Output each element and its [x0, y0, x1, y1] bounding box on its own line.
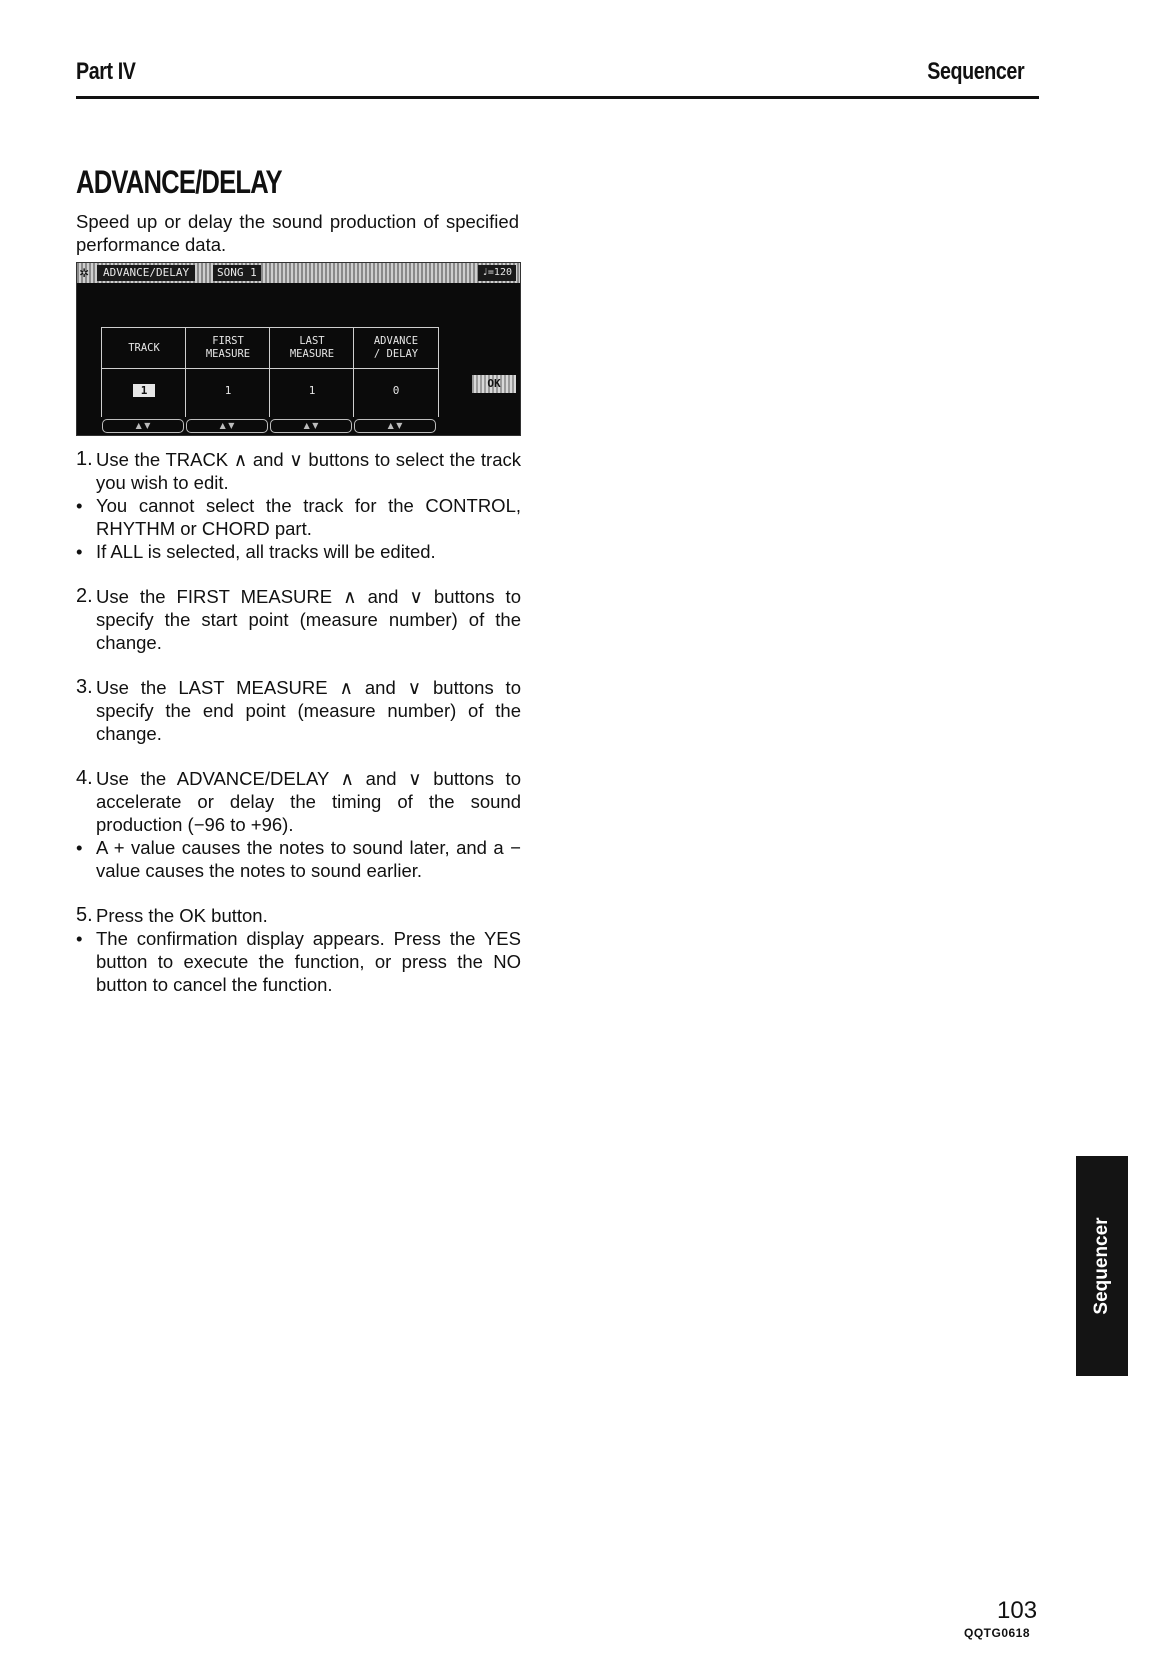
note	[76, 927, 521, 996]
step-4	[76, 767, 521, 882]
bullet-icon: •	[76, 541, 83, 562]
document-code: QQTG0618	[964, 1626, 1031, 1640]
step-3	[76, 676, 521, 745]
chapter-label: Sequencer	[927, 58, 1024, 85]
lcd-column-track[interactable]	[101, 327, 186, 430]
arrow-buttons[interactable]: ▲ ▼	[186, 419, 268, 433]
step-number: 2.	[76, 585, 93, 607]
lcd-value	[102, 369, 186, 413]
header-rule	[76, 96, 1039, 99]
chapter-side-tab	[1076, 1156, 1128, 1376]
step-text: Use the LAST MEASURE ∧ and ∨ buttons to specify the end point (measure number) of the change.	[96, 677, 521, 744]
lcd-column-header	[102, 327, 186, 369]
lcd-title-bar	[77, 263, 520, 283]
bullet-icon: •	[76, 837, 83, 858]
header-line: / DELAY	[373, 348, 419, 360]
step-text: Use the TRACK ∧ and ∨ buttons to select the track you wish to edit.	[96, 449, 521, 493]
note-text: A + value causes the notes to sound later, and a − value causes the notes to sound earlier.	[96, 837, 521, 881]
part-label: Part IV	[76, 58, 136, 85]
header-line: ADVANCE	[373, 335, 419, 347]
step-5	[76, 904, 521, 996]
note	[76, 836, 521, 882]
step-2	[76, 585, 521, 654]
lcd-screen	[76, 262, 521, 436]
lcd-tempo-label: ♩=120	[478, 265, 516, 281]
side-tab-label: Sequencer	[1091, 1217, 1112, 1315]
step-1	[76, 448, 521, 563]
header-line: MEASURE	[289, 348, 335, 360]
arrow-buttons[interactable]: ▲ ▼	[102, 419, 184, 433]
note	[76, 540, 521, 563]
step-text: Use the ADVANCE/DELAY ∧ and ∨ buttons to accelerate or delay the timing of the sound production (−96 to +96).	[96, 768, 521, 835]
step-text: Use the FIRST MEASURE ∧ and ∨ buttons to specify the start point (measure number) of the change.	[96, 586, 521, 653]
arrow-buttons[interactable]: ▲ ▼	[354, 419, 436, 433]
section-intro: Speed up or delay the sound production of specified performance data.	[76, 211, 519, 255]
lcd-value: 1	[224, 384, 232, 397]
mode-icon: ✲	[79, 266, 90, 280]
note-text: The confirmation display appears. Press the YES button to execute the function, or press the NO button to cancel the function.	[96, 928, 521, 995]
page-number: 103	[997, 1597, 1038, 1624]
step-text: Press the OK button.	[96, 905, 268, 926]
note	[76, 494, 521, 540]
lcd-value: 0	[392, 384, 400, 397]
lcd-column-header	[354, 327, 438, 369]
lcd-column-first-measure[interactable]	[185, 327, 270, 430]
lcd-column-advance-delay[interactable]	[353, 327, 439, 430]
lcd-value: 1	[308, 384, 316, 397]
lcd-song-label: SONG 1	[213, 265, 261, 281]
lcd-mode-label: ADVANCE/DELAY	[97, 265, 195, 281]
lcd-column-last-measure[interactable]	[269, 327, 354, 430]
bullet-icon: •	[76, 928, 83, 949]
selected-value: 1	[133, 384, 156, 397]
arrow-buttons[interactable]: ▲ ▼	[270, 419, 352, 433]
lcd-column-header	[186, 327, 270, 369]
note-text: If ALL is selected, all tracks will be edited.	[96, 541, 436, 562]
header-line: LAST	[299, 335, 325, 347]
lcd-column-header	[270, 327, 354, 369]
section-title: ADVANCE/DELAY	[76, 164, 282, 200]
header-line: MEASURE	[205, 348, 251, 360]
bullet-icon: •	[76, 495, 83, 516]
note-text: You cannot select the track for the CONTROL, RHYTHM or CHORD part.	[96, 495, 521, 539]
header-line: FIRST	[212, 335, 244, 347]
instruction-steps	[76, 448, 521, 996]
step-number: 5.	[76, 904, 93, 926]
step-number: 4.	[76, 767, 93, 789]
ok-button[interactable]: OK	[472, 375, 516, 393]
step-number: 1.	[76, 448, 93, 470]
step-number: 3.	[76, 676, 93, 698]
header-line: TRACK	[128, 341, 160, 354]
